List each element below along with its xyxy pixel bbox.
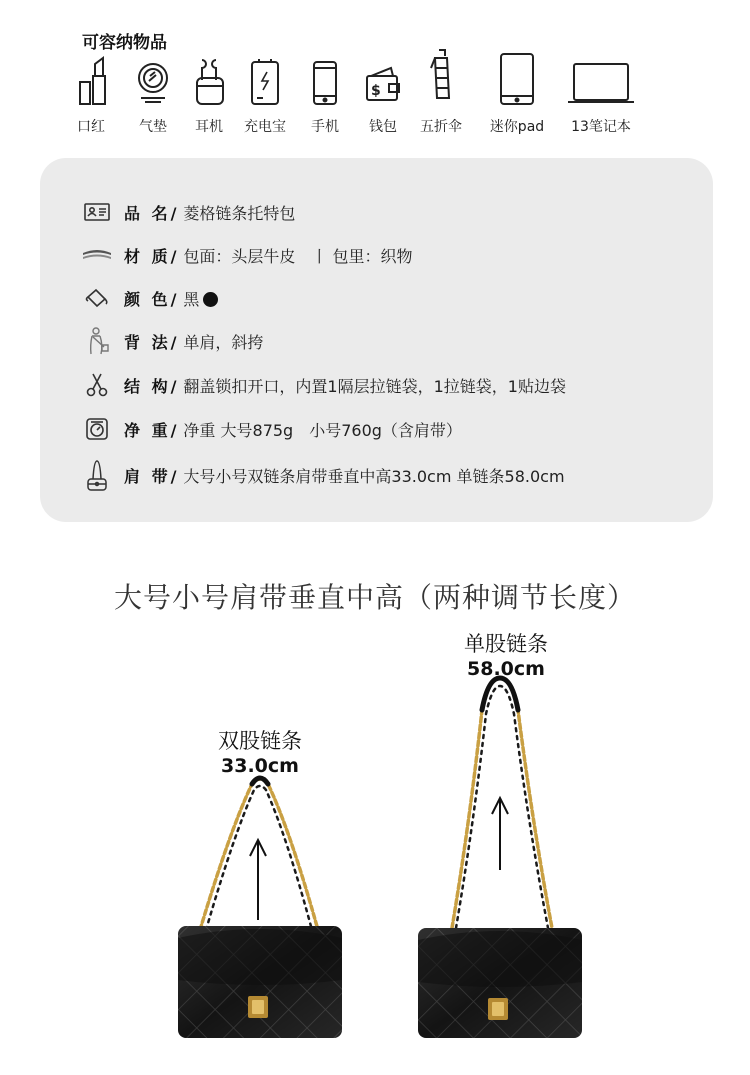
spec-value: 包面：头层牛皮 丨 包里：织物: [183, 246, 413, 266]
capacity-label: 五折伞: [420, 119, 462, 135]
capacity-item-umbrella: [406, 52, 476, 136]
id-card-icon: [82, 197, 112, 227]
capacity-icons-row: [76, 52, 656, 136]
phone-icon: [305, 52, 345, 108]
strap-title: 大号小号肩带垂直中高（两种调节长度）: [113, 581, 636, 614]
spec-key: 颜 色/: [124, 289, 180, 309]
spec-row-name: [82, 197, 702, 227]
svg-text:$: $: [371, 83, 381, 99]
single-chain-name: 单股链条: [464, 632, 548, 656]
spec-key: 净 重/: [124, 420, 180, 440]
bag-strap-icon: [82, 460, 112, 490]
spec-value: 翻盖锁扣开口，内置1隔层拉链袋，1拉链袋，1贴边袋: [183, 376, 566, 396]
spec-key: 肩 带/: [124, 466, 180, 486]
spec-key: 材 质/: [124, 246, 180, 266]
spec-value: 净重 大号875g 小号760g（含肩带）: [183, 420, 462, 440]
color-value: 黑: [183, 289, 200, 309]
wallet-icon: [361, 52, 405, 108]
single-chain-length: 58.0cm: [467, 658, 545, 680]
earbuds-icon: [189, 52, 229, 108]
bag-photo-double-chain: [160, 770, 360, 1050]
power-bank-icon: [245, 52, 285, 108]
laptop-icon: [566, 52, 636, 108]
spec-value: 单肩，斜挎: [183, 332, 264, 352]
capacity-label: 钱包: [369, 119, 397, 135]
scale-icon: [82, 414, 112, 444]
tablet-icon: [495, 52, 539, 108]
paint-bucket-icon: [82, 283, 112, 313]
capacity-label: 充电宝: [244, 119, 286, 135]
spec-row-color: [82, 283, 702, 313]
lipstick-icon: [71, 52, 111, 108]
spec-row-strap: [82, 460, 702, 490]
spec-key: 品 名/: [124, 203, 180, 223]
capacity-label: 手机: [311, 119, 339, 135]
double-chain-name: 双股链条: [218, 729, 302, 753]
capacity-label: 耳机: [195, 119, 223, 135]
scissors-icon: [82, 370, 112, 400]
capacity-label: 口红: [77, 119, 105, 135]
spec-row-material: [82, 240, 702, 270]
spec-row-structure: [82, 370, 702, 400]
spec-panel: [40, 158, 713, 522]
double-chain-length: 33.0cm: [221, 755, 299, 777]
cushion-compact-icon: [131, 52, 175, 108]
bag-photo-single-chain: [400, 670, 600, 1050]
capacity-label: 13笔记本: [571, 119, 631, 135]
capacity-label: 气垫: [139, 119, 167, 135]
umbrella-icon: [421, 46, 461, 106]
capacity-item-laptop: [566, 52, 636, 136]
capacity-title: 可容纳物品: [82, 33, 167, 53]
spec-value: 大号小号双链条肩带垂直中高33.0cm 单链条58.0cm: [183, 466, 565, 486]
spec-row-carry: [82, 326, 702, 356]
capacity-item-tablet: [482, 52, 552, 136]
spec-key: 背 法/: [124, 332, 180, 352]
capacity-label: 迷你pad: [489, 119, 545, 135]
fabric-layers-icon: [82, 240, 112, 270]
spec-key: 结 构/: [124, 376, 180, 396]
spec-value: [183, 287, 218, 310]
color-swatch: [203, 292, 218, 307]
carry-style-icon: [82, 326, 112, 356]
spec-value: 菱格链条托特包: [183, 203, 296, 223]
spec-row-weight: [82, 414, 702, 444]
